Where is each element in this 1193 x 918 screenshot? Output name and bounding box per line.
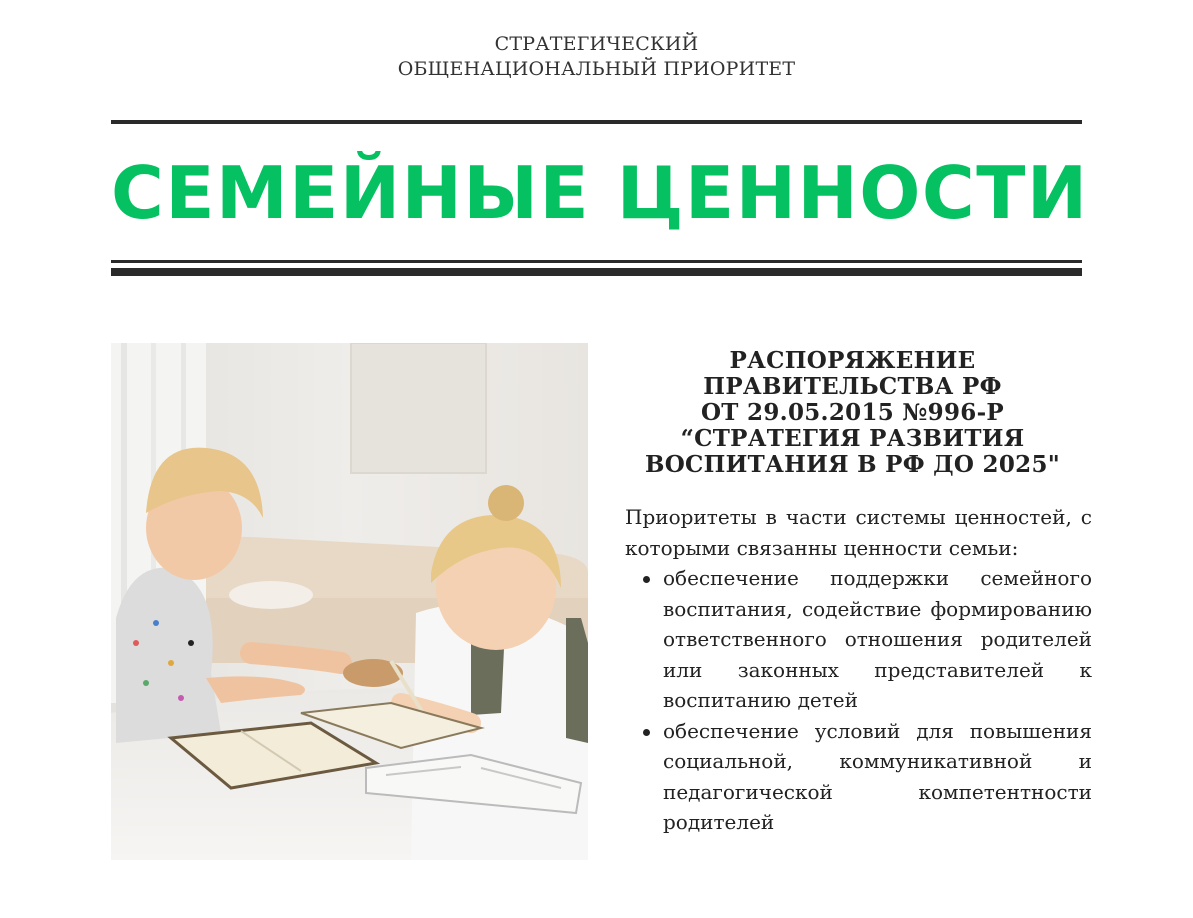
list-item [625, 716, 1092, 838]
list-item [625, 563, 1092, 716]
doc-title-line: “СТРАТЕГИЯ РАЗВИТИЯ [680, 425, 1025, 452]
intro-paragraph: Приоритеты в части системы ценностей, с которыми связанны ценности семьи: [625, 505, 1092, 560]
kicker-line-2: ОБЩЕНАЦИОНАЛЬНЫЙ ПРИОРИТЕТ [397, 58, 796, 80]
kicker-line-1: СТРАТЕГИЧЕСКИЙ [494, 33, 699, 55]
list-item-text: обеспечение поддержки семейного воспитания, содействие формированию ответственного отношения родителей или законных представителей к воспитанию детей [663, 566, 1092, 712]
bottom-divider-thin [111, 260, 1082, 263]
bullet-icon [643, 576, 650, 583]
doc-title-line: ПРАВИТЕЛЬСТВА РФ [703, 373, 1002, 400]
subtitle-kicker [0, 32, 1193, 82]
photo-illustration [111, 343, 588, 860]
doc-title-line: ВОСПИТАНИЯ В РФ ДО 2025" [644, 451, 1061, 478]
doc-title-line: ОТ 29.05.2015 №996-Р [700, 399, 1005, 426]
doc-title-line: РАСПОРЯЖЕНИЕ [729, 347, 976, 374]
top-divider [111, 120, 1082, 124]
bottom-divider-thick [111, 268, 1082, 276]
document-body [625, 502, 1092, 838]
document-title [615, 348, 1090, 478]
priority-list [625, 563, 1092, 838]
bullet-icon [643, 729, 650, 736]
children-reading-photo [111, 343, 588, 860]
page-headline: СЕМЕЙНЫЕ ЦЕННОСТИ [111, 151, 1089, 235]
list-item-text: обеспечение условий для повышения социальной, коммуникативной и педагогической компетентности родителей [663, 718, 1092, 834]
